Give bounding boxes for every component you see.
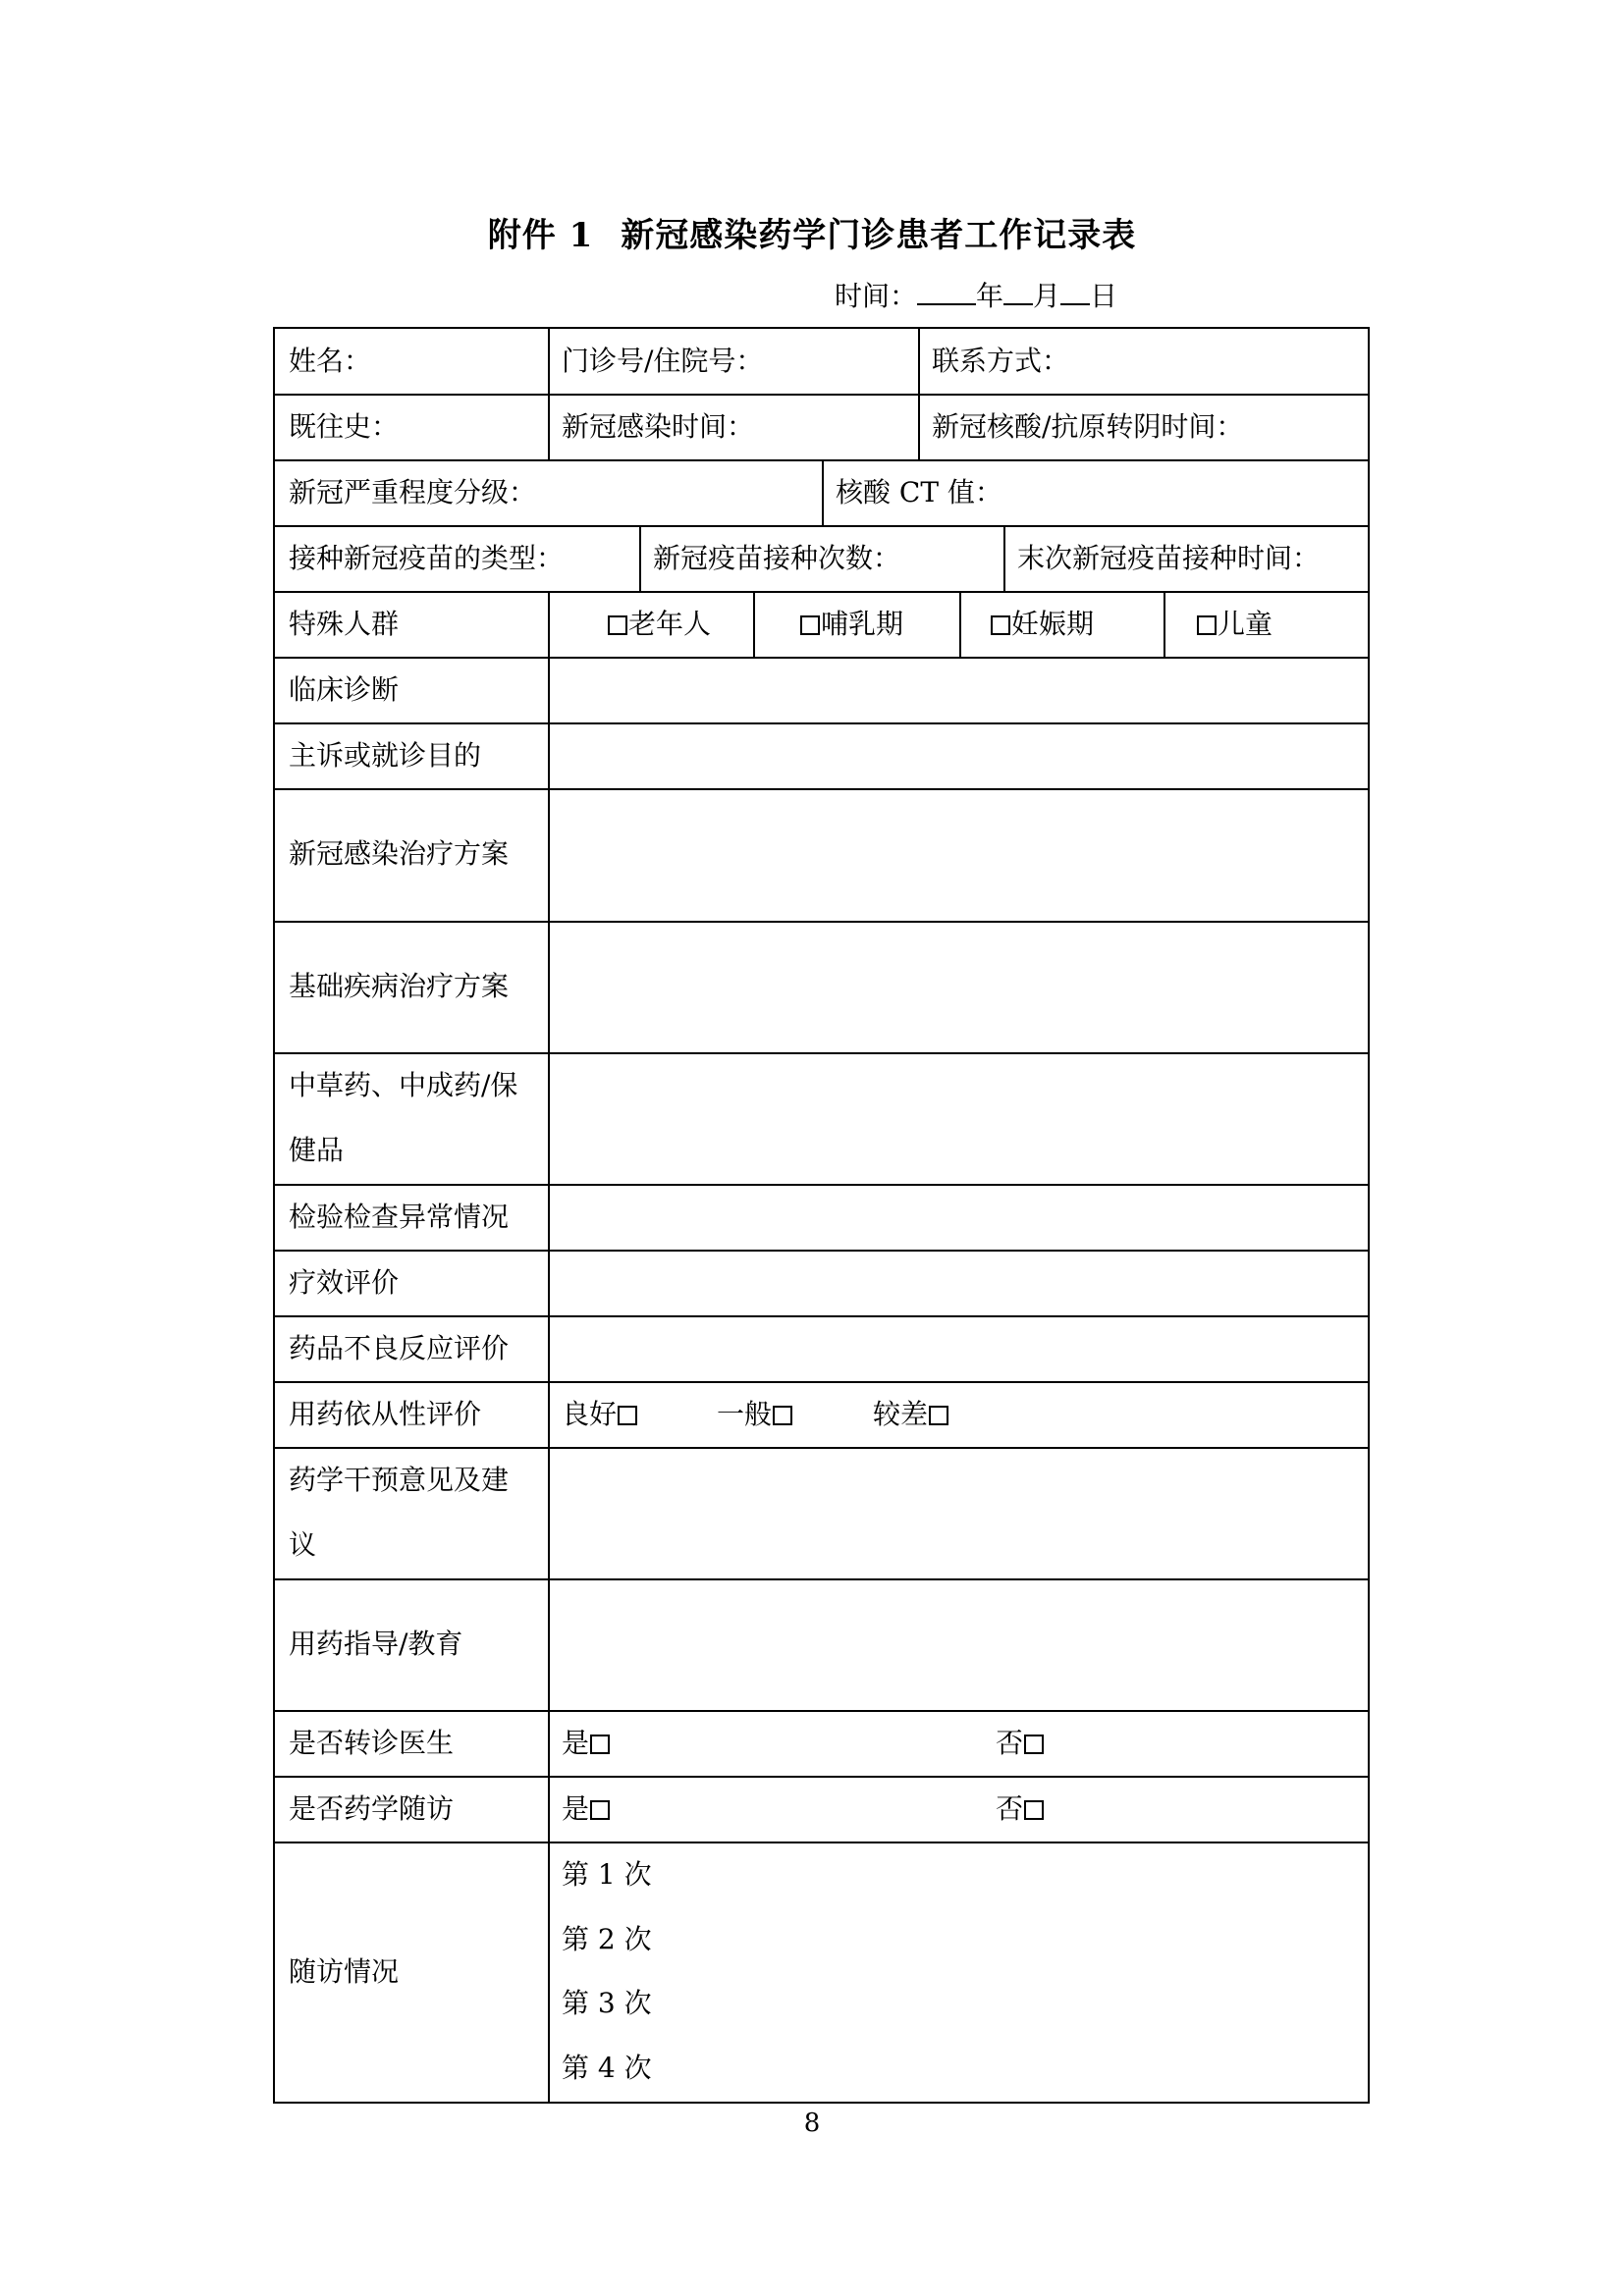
diagnosis-label: 临床诊断 [289, 673, 400, 706]
lab-abnormal-label: 检验检查异常情况 [289, 1201, 510, 1233]
adverse-input[interactable] [550, 1317, 1368, 1379]
vaccine-type-field[interactable] [289, 542, 564, 575]
herbal-label-line2: 健品 [289, 1134, 345, 1166]
checkbox-icon[interactable] [929, 1406, 948, 1425]
option-label: 良好 [562, 1398, 618, 1430]
compliance-poor[interactable] [873, 1398, 949, 1431]
checkbox-icon[interactable] [590, 1800, 610, 1820]
referral-no[interactable] [996, 1727, 1045, 1760]
intervention-input[interactable] [550, 1449, 1368, 1576]
contact-field[interactable] [932, 345, 1069, 378]
last-vaccine-time-label: 末次新冠疫苗接种时间： [1017, 542, 1321, 574]
referral-yes[interactable] [562, 1727, 611, 1760]
covid-plan-input[interactable] [550, 790, 1368, 919]
herbal-input[interactable] [550, 1054, 1368, 1182]
day-label: 日 [1090, 280, 1118, 312]
checkbox-icon[interactable] [773, 1406, 792, 1425]
adverse-label: 药品不良反应评价 [289, 1332, 510, 1364]
option-label: 较差 [873, 1398, 929, 1430]
option-label: 是 [562, 1792, 590, 1825]
name-field[interactable] [289, 345, 371, 378]
special-population-label: 特殊人群 [289, 608, 400, 640]
name-label: 姓名： [289, 345, 372, 377]
referral-label: 是否转诊医生 [289, 1727, 455, 1759]
vaccine-count-field[interactable] [653, 542, 900, 575]
checkbox-icon[interactable] [1197, 615, 1217, 635]
checkbox-icon[interactable] [590, 1735, 610, 1754]
base-plan-label: 基础疾病治疗方案 [289, 970, 510, 1002]
month-blank[interactable] [1003, 282, 1033, 305]
herbal-label-line1: 中草药、中成药/保 [289, 1069, 518, 1101]
option-lactation[interactable] [799, 608, 903, 641]
infection-time-label: 新冠感染时间： [562, 410, 755, 443]
checkbox-icon[interactable] [800, 615, 820, 635]
base-plan-input[interactable] [550, 923, 1368, 1050]
option-label: 一般 [717, 1398, 773, 1430]
option-label: 儿童 [1218, 608, 1273, 640]
date-label: 时间： [835, 280, 918, 312]
followup-2[interactable]: 第 2 次 [562, 1923, 652, 1955]
compliance-fair[interactable] [717, 1398, 793, 1431]
severity-field[interactable] [289, 476, 536, 509]
option-label: 老年人 [628, 608, 712, 640]
year-label: 年 [976, 280, 1004, 312]
option-children[interactable] [1196, 608, 1272, 641]
compliance-good[interactable] [562, 1398, 638, 1431]
option-label: 哺乳期 [821, 608, 904, 640]
last-vaccine-time-field[interactable] [1017, 542, 1320, 575]
followup-1[interactable]: 第 1 次 [562, 1858, 652, 1891]
guidance-input[interactable] [550, 1580, 1368, 1708]
intervention-label-line2: 议 [289, 1528, 317, 1561]
infection-time-field[interactable] [562, 410, 754, 444]
option-label: 妊娠期 [1011, 608, 1095, 640]
history-field[interactable] [289, 410, 399, 444]
checkbox-icon[interactable] [1024, 1800, 1044, 1820]
title-text: 新冠感染药学门诊患者工作记录表 [621, 216, 1137, 255]
checkbox-icon[interactable] [991, 615, 1010, 635]
vaccine-type-label: 接种新冠疫苗的类型： [289, 542, 565, 574]
followup-question-label: 是否药学随访 [289, 1792, 455, 1825]
followup-yes[interactable] [562, 1792, 611, 1826]
contact-label: 联系方式： [932, 345, 1070, 377]
record-table [273, 327, 1370, 2104]
efficacy-label: 疗效评价 [289, 1266, 400, 1299]
diagnosis-input[interactable] [550, 659, 1368, 721]
page-title [0, 208, 1624, 256]
covid-plan-label: 新冠感染治疗方案 [289, 837, 510, 870]
efficacy-input[interactable] [550, 1252, 1368, 1313]
followup-3[interactable]: 第 3 次 [562, 1987, 652, 2019]
followup-status-label: 随访情况 [289, 1955, 400, 1988]
complaint-input[interactable] [550, 724, 1368, 786]
option-label: 否 [996, 1727, 1024, 1759]
option-label: 是 [562, 1727, 590, 1759]
year-blank[interactable] [917, 282, 976, 305]
clinic-number-label: 门诊号/住院号： [562, 345, 764, 377]
complaint-label: 主诉或就诊目的 [289, 739, 482, 772]
guidance-label: 用药指导/教育 [289, 1628, 463, 1660]
option-pregnancy[interactable] [990, 608, 1094, 641]
option-label: 否 [996, 1792, 1024, 1825]
date-line [835, 275, 1117, 314]
lab-abnormal-input[interactable] [550, 1186, 1368, 1248]
title-prefix: 附件 1 [487, 216, 594, 255]
severity-label: 新冠严重程度分级： [289, 476, 537, 508]
followup-4[interactable]: 第 4 次 [562, 2052, 652, 2084]
negative-time-field[interactable] [932, 410, 1243, 444]
history-label: 既往史： [289, 410, 400, 443]
followup-no[interactable] [996, 1792, 1045, 1826]
clinic-number-field[interactable] [562, 345, 763, 378]
page-number: 8 [803, 2109, 821, 2138]
option-elderly[interactable] [607, 608, 711, 641]
ct-value-label: 核酸 CT 值： [836, 476, 1002, 508]
negative-time-label: 新冠核酸/抗原转阴时间： [932, 410, 1244, 443]
intervention-label-line1: 药学干预意见及建 [289, 1464, 510, 1496]
compliance-label: 用药依从性评价 [289, 1398, 482, 1430]
checkbox-icon[interactable] [1024, 1735, 1044, 1754]
vaccine-count-label: 新冠疫苗接种次数： [653, 542, 901, 574]
checkbox-icon[interactable] [608, 615, 627, 635]
day-blank[interactable] [1060, 282, 1090, 305]
month-label: 月 [1033, 280, 1061, 312]
checkbox-icon[interactable] [618, 1406, 637, 1425]
ct-value-field[interactable] [836, 476, 1002, 509]
